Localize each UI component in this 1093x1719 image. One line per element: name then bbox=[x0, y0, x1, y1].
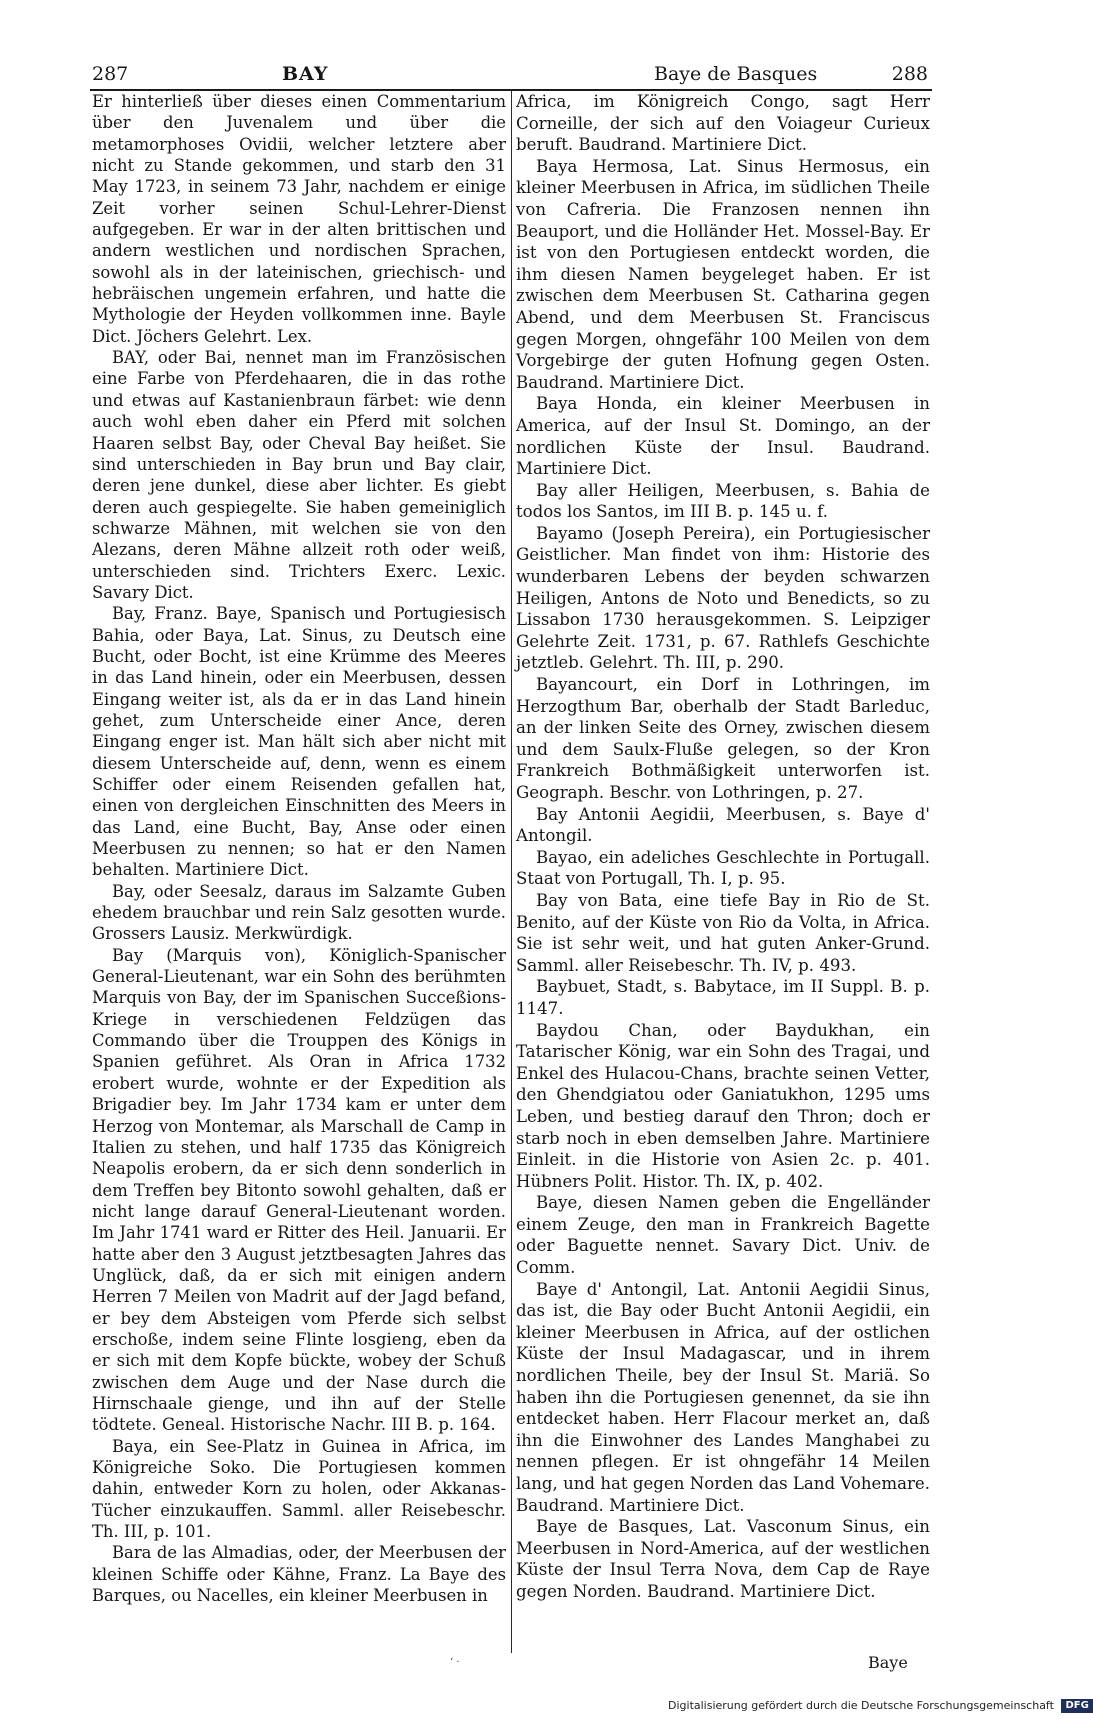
left-column bbox=[92, 91, 506, 1651]
page-number-left: 287 bbox=[92, 63, 129, 85]
paragraph: Baya Hermosa, Lat. Sinus Hermosus, ein kleiner Meerbusen in Africa, im südlichen Theile von Cafreria. Die Franzosen nennen ihn Beauport, und die Holländer Het. Mossel-Bay. Er ist von den Portugiesen entdeckt worden, die ihm diesen Namen beygeleget haben. Er ist zwischen dem Meerbusen St. Catharina gegen Abend, und dem Meerbusen St. Franciscus gegen Morgen, ohngefähr 100 Meilen von dem Vorgebirge der guten Hofnung gegen Osten. Baudrand. Martiniere Dict. bbox=[516, 156, 930, 392]
right-column bbox=[516, 91, 930, 1651]
paragraph: Baydou Chan, oder Baydukhan, ein Tatarischer König, war ein Sohn des Tragai, und Enkel des Hulacou-Chans, brachte seinen Vetter, den Ghendgiatou oder Ganiatukhon, 1295 ums Leben, und bestieg darauf den Thron; doch er starb noch in eben demselben Jahre. Martiniere Einleit. in die Historie von Asien 2c. p. 401. Hübners Polit. Histor. Th. IX, p. 402. bbox=[516, 1020, 930, 1191]
paragraph: Bay von Bata, eine tiefe Bay in Rio de St. Benito, auf der Küste von Rio da Volta, in Africa. Sie ist sehr weit, und hat guten Anker-Grund. Samml. aller Reisebeschr. Th. IV, p. 493. bbox=[516, 890, 930, 975]
paragraph: Baya, ein See-Platz in Guinea in Africa, im Königreiche Soko. Die Portugiesen kommen dahin, entweder Korn zu holen, oder Akkanas-Tücher einzukauffen. Samml. aller Reisebeschr. Th. III, p. 101. bbox=[92, 1436, 506, 1542]
paragraph: Bay (Marquis von), Königlich-Spanischer General-Lieutenant, war ein Sohn des berühmten Marquis von Bay, der im Spanischen Succeßions-Kriege in verschiedenen Feldzügen das Commando über die Trouppen des Königs in Spanien geführet. Als Oran in Africa 1732 erobert wurde, wohnte er der Expedition als Brigadier bey. Im Jahr 1734 kam er unter dem Herzog von Montemar, als Marschall de Camp in Italien zu stehen, und half 1735 das Königreich Neapolis erobern, da er sich denn sonderlich in dem Treffen bey Bitonto sowohl gehalten, daß er nicht lange darauf General-Lieutenant worden. Im Jahr 1741 ward er Ritter des Heil. Januarii. Er hatte aber den 3 August jetztbesagten Jahres das Unglück, daß, da er sich mit einigen andern Herren 7 Meilen von Madrit auf der Jagd befand, er bey dem Absteigen vom Pferde sich selbst erschoße, indem seine Flinte losgieng, eben da er sich mit dem Kopfe bückte, wobey der Schuß zwischen dem Auge und der Nase durch die Hirnschaale gienge, und ihn auf der Stelle tödtete. Geneal. Historische Nachr. III B. p. 164. bbox=[92, 945, 506, 1435]
paragraph: Bayamo (Joseph Pereira), ein Portugiesischer Geistlicher. Man findet von ihm: Historie des wunderbaren Lebens der beyden schwarzen Heiligen, Antons de Noto und Benedicts, so zu Lissabon 1730 herausgekommen. S. Leipziger Gelehrte Zeit. 1731, p. 67. Rathlefs Geschichte jetztleb. Gelehrt. Th. III, p. 290. bbox=[516, 523, 930, 673]
page-number-right: 288 bbox=[891, 63, 928, 85]
paragraph: Bara de las Almadias, oder, der Meerbusen der kleinen Schiffe oder Kähne, Franz. La Baye des Barques, ou Nacelles, ein kleiner Meerbusen in bbox=[92, 1543, 506, 1606]
paragraph: Bayancourt, ein Dorf in Lothringen, im Herzogthum Bar, oberhalb der Stadt Barleduc, an der linken Seite des Orney, zwischen diesem und dem Saulx-Fluße gelegen, so der Kron Frankreich Bothmäßigkeit unterworfen ist. Geograph. Beschr. von Lothringen, p. 27. bbox=[516, 675, 930, 802]
digitization-footer bbox=[668, 1697, 1089, 1715]
paragraph: Baye de Basques, Lat. Vasconum Sinus, ein Meerbusen in Nord-America, auf der westlichen Küste der Insul Terra Nova, dem Cap de Raye gegen Norden. Baudrand. Martiniere Dict. bbox=[516, 1517, 930, 1601]
paragraph: Baya Honda, ein kleiner Meerbusen in America, auf der Insul St. Domingo, an der nordlichen Küste der Insul. Baudrand. Martiniere Dict. bbox=[516, 394, 930, 479]
paragraph: Baye, diesen Namen geben die Engelländer einem Zeuge, den man in Frankreich Bagette oder Baguette nennet. Savary Dict. Univ. de Comm. bbox=[516, 1193, 930, 1278]
paragraph: Bay aller Heiligen, Meerbusen, s. Bahia de todos los Santos, im III B. p. 145 u. f. bbox=[516, 480, 930, 522]
paragraph: Bayao, ein adeliches Geschlechte in Portugall. Staat von Portugall, Th. I, p. 95. bbox=[516, 847, 930, 889]
catchword: Baye bbox=[868, 1653, 908, 1672]
paragraph: Bay Antonii Aegidii, Meerbusen, s. Baye d' Antongil. bbox=[516, 804, 930, 846]
paragraph: Baybuet, Stadt, s. Babytace, im II Suppl. B. p. 1147. bbox=[516, 977, 930, 1018]
running-header bbox=[92, 60, 928, 88]
footer-credit: Digitalisierung gefördert durch die Deutsche Forschungsgemeinschaft bbox=[668, 1699, 1054, 1712]
printer-mark: ‘ · bbox=[450, 1657, 460, 1668]
paragraph: Bay, oder Seesalz, daraus im Salzamte Guben ehedem brauchbar und rein Salz gesotten wurde. Grossers Lausiz. Merkwürdigk. bbox=[92, 881, 506, 944]
paragraph: Africa, im Königreich Congo, sagt Herr Corneille, der sich auf den Voiageur Curieux beruft. Baudrand. Martiniere Dict. bbox=[516, 92, 930, 155]
header-title-right: Baye de Basques bbox=[654, 63, 818, 85]
paragraph: Bay, Franz. Baye, Spanisch und Portugiesisch Bahia, oder Baya, Lat. Sinus, zu Deutsch eine Bucht, oder Bocht, ist eine Krümme des Meeres in das Land hinein, oder ein Meerbusen, dessen Eingang weiter ist, als da er in das Land hinein gehet, zum Unterscheide einer Ance, deren Eingang enger ist. Man hält sich aber nicht mit diesem Unterscheide auf, denn, wenn es einem Schiffer oder einem Reisenden gefallen hat, einen von dergleichen Einschnitten des Meers in das Land, eine Bucht, Bay, Anse oder einen Meerbusen zu nennen; so hat er den Namen behalten. Martiniere Dict. bbox=[92, 604, 506, 880]
header-title-left: BAY bbox=[282, 63, 329, 85]
dfg-logo: DFG bbox=[1061, 1699, 1092, 1713]
paragraph: BAY, oder Bai, nennet man im Französischen eine Farbe von Pferdehaaren, die in das rothe und etwas auf Kastanienbraun färbet: wie denn auch wohl eben daher ein Pferd mit solchen Haaren selbst Bay, oder Cheval Bay heißet. Sie sind unterschieden in Bay brun und Bay clair, deren jene dunkel, diese aber lichter. Es giebt deren auch gespiegelte. Sie haben gemeiniglich schwarze Mähnen, mit welchen sie von den Alezans, deren Mähne allzeit roth oder weiß, unterschieden sind. Trichters Exerc. Lexic. Savary Dict. bbox=[92, 348, 506, 602]
paragraph: Er hinterließ über dieses einen Commentarium über den Juvenalem und über die metamorphoses Ovidii, welcher letztere aber nicht zu Stande gekommen, und starb den 31 May 1723, in seinem 73 Jahr, nachdem er einige Zeit vorher seinen Schul-Lehrer-Dienst aufgegeben. Er war in der alten brittischen und andern westlichen und nordischen Sprachen, sowohl als in der lateinischen, griechisch- und hebräischen ungemein erfahren, und hatte die Mythologie der Heyden vollkommen inne. Bayle Dict. Jöchers Gelehrt. Lex. bbox=[92, 92, 506, 346]
paragraph: Baye d' Antongil, Lat. Antonii Aegidii Sinus, das ist, die Bay oder Bucht Antonii Aegidii, ein kleiner Meerbusen in Africa, auf der ostlichen Küste der Insul Madagascar, und in ihrem nordlichen Theile, bey der Insul St. Mariä. So haben ihn die Portugiesen genennet, da sie ihn entdecket haben. Herr Flacour merket an, daß ihn die Einwohner des Landes Manghabei zu nennen pflegen. Er ist ohngefähr 14 Meilen lang, und hat gegen Norden das Land Vohemare. Baudrand. Martiniere Dict. bbox=[516, 1279, 930, 1515]
column-divider bbox=[511, 91, 512, 1653]
